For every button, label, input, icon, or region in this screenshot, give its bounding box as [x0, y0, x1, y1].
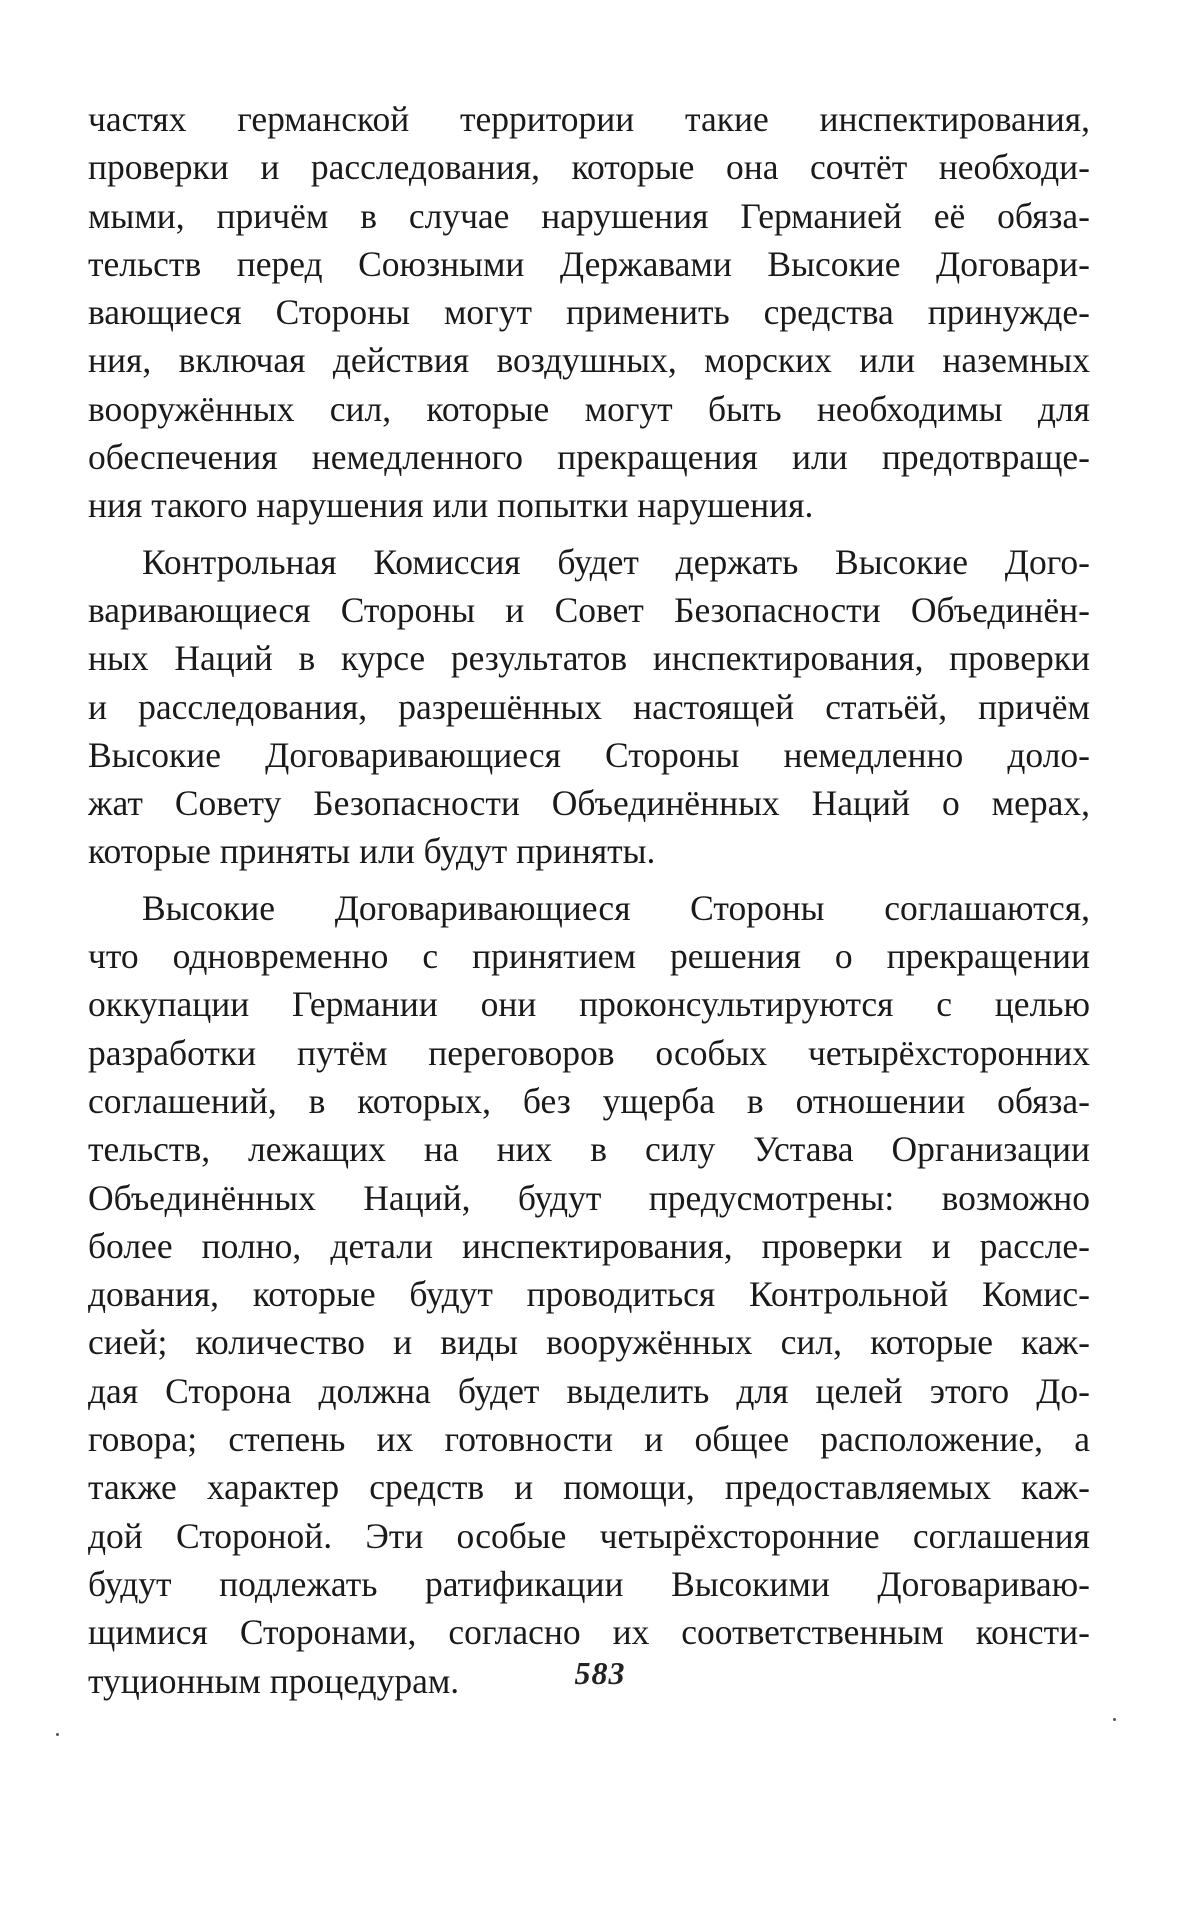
- text-line: Контрольная Комиссия будет держать Высокие Дого-: [142, 541, 1090, 582]
- scan-speck: [1113, 1718, 1116, 1721]
- text-line: частях германской территории такие инспектирования,: [88, 99, 1090, 139]
- text-line: что одновременно с принятием решения о прекращении: [88, 936, 1090, 977]
- text-line: обеспечения немедленного прекращения или предотвраще-: [88, 437, 1090, 478]
- text-line: соглашений, в которых, без ущерба в отношении обяза-: [88, 1080, 1090, 1121]
- text-line: которые приняты или будут приняты.: [88, 831, 656, 872]
- text-line: дая Сторона должна будет выделить для целей этого До-: [88, 1370, 1090, 1411]
- text-line: Высокие Договаривающиеся Стороны соглашаются,: [142, 887, 1090, 928]
- text-line: щимися Сторонами, согласно их соответственным консти-: [88, 1612, 1090, 1653]
- text-line: оккупации Германии они проконсультируются с целью: [88, 984, 1090, 1025]
- text-line: жат Совету Безопасности Объединённых Наций о мерах,: [88, 783, 1090, 824]
- document-body: [88, 95, 1090, 1705]
- text-line: вающиеся Стороны могут применить средства принужде-: [88, 292, 1090, 333]
- text-line: также характер средств и помощи, предоставляемых каж-: [88, 1467, 1090, 1508]
- text-line: проверки и расследования, которые она сочтёт необходи-: [88, 147, 1090, 188]
- text-line: будут подлежать ратификации Высокими Договариваю-: [88, 1563, 1090, 1604]
- text-line: разработки путём переговоров особых четырёхсторонних: [88, 1032, 1090, 1073]
- text-line: ния такого нарушения или попытки нарушения.: [88, 485, 814, 526]
- scan-speck: [56, 1733, 59, 1736]
- paragraph-3: [88, 884, 1090, 1705]
- text-line: вооружённых сил, которые могут быть необходимы для: [88, 388, 1090, 429]
- text-line: ных Наций в курсе результатов инспектирования, проверки: [88, 638, 1090, 679]
- text-line: дой Стороной. Эти особые четырёхсторонние соглашения: [88, 1515, 1090, 1556]
- page-number: 583: [574, 1655, 626, 1691]
- text-line: Объединённых Наций, будут предусмотрены: возможно: [88, 1177, 1090, 1218]
- text-line: сией; количество и виды вооружённых сил, которые каж-: [88, 1322, 1090, 1363]
- text-line: варивающиеся Стороны и Совет Безопасности Объединён-: [88, 589, 1090, 630]
- text-line: туционным процедурам.: [88, 1660, 460, 1701]
- text-line: дования, которые будут проводиться Контрольной Комис-: [88, 1274, 1090, 1315]
- text-line: Высокие Договаривающиеся Стороны немедленно доло-: [88, 734, 1090, 775]
- text-line: и расследования, разрешённых настоящей статьёй, причём: [88, 686, 1090, 727]
- text-line: ния, включая действия воздушных, морских или наземных: [88, 340, 1090, 381]
- text-line: более полно, детали инспектирования, проверки и рассле-: [88, 1225, 1090, 1266]
- text-line: тельств, лежащих на них в силу Устава Организации: [88, 1129, 1090, 1170]
- paragraph-2: [88, 538, 1090, 876]
- text-line: мыми, причём в случае нарушения Германией её обяза-: [88, 195, 1090, 236]
- paragraph-1: [88, 95, 1090, 530]
- text-line: тельств перед Союзными Державами Высокие Договари-: [88, 243, 1090, 284]
- text-line: говора; степень их готовности и общее расположение, а: [88, 1419, 1090, 1460]
